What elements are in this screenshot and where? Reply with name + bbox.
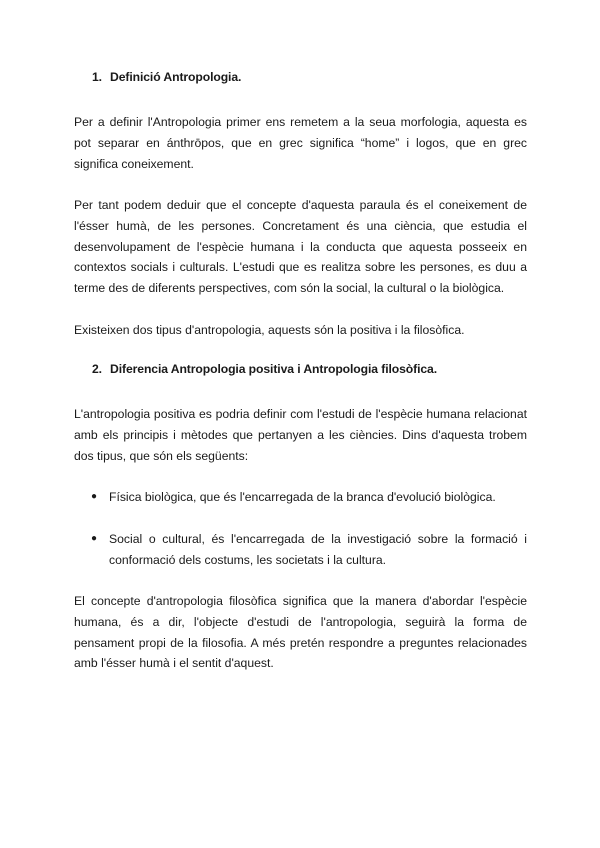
section-2-number: 2. <box>92 362 102 376</box>
paragraph-philosophical-anthropology: El concepte d'antropologia filosòfica significa que la manera d'abordar l'espècie humana, és a dir, l'objecte d'estudi de l'antropologia, seguirà la forma de pensament propi de la filosofia. A més pretén respondre a preguntes relacionades amb l'ésser humà i el sentit d'aquest. <box>74 594 527 671</box>
paragraph-types: Existeixen dos tipus d'antropologia, aquests són la positiva i la filosòfica. <box>74 323 465 337</box>
section-1-heading <box>92 70 241 84</box>
section-1-title: Definició Antropologia. <box>110 70 242 84</box>
bullet-icon: ● <box>91 491 98 502</box>
section-2-title: Diferencia Antropologia positiva i Antropologia filosòfica. <box>110 362 438 376</box>
bullet-item-biological: Física biològica, que és l'encarregada de la branca d'evolució biològica. <box>109 490 496 504</box>
paragraph-positive-anthropology: L'antropologia positiva es podria definir com l'estudi de l'espècie humana relacionat amb els principis i mètodes que pertanyen a les ciències. Dins d'aquesta trobem dos tipus, que són els següents: <box>74 407 527 463</box>
bullet-icon: ● <box>91 533 98 544</box>
bullet-item-social: Social o cultural, és l'encarregada de la investigació sobre la formació i conformació dels costums, les societats i la cultura. <box>109 532 527 567</box>
paragraph-definition: Per tant podem deduir que el concepte d'aquesta paraula és el coneixement de l'ésser humà, de les persones. Concretament és una ciència, que estudia el desenvolupament de l'espècie humana i la conducta que aquesta posseeix en contextos socials i culturals. L'estudi que es realitza sobre les persones, es duu a terme des de diferents perspectives, com són la social, la cultural o la biològica. <box>74 198 527 296</box>
section-2-heading <box>92 362 437 376</box>
section-1-number: 1. <box>92 70 102 84</box>
paragraph-morphology: Per a definir l'Antropologia primer ens remetem a la seua morfologia, aquesta es pot separar en ánthrōpos, que en grec significa “home” i logos, que en grec significa coneixement. <box>74 115 527 171</box>
